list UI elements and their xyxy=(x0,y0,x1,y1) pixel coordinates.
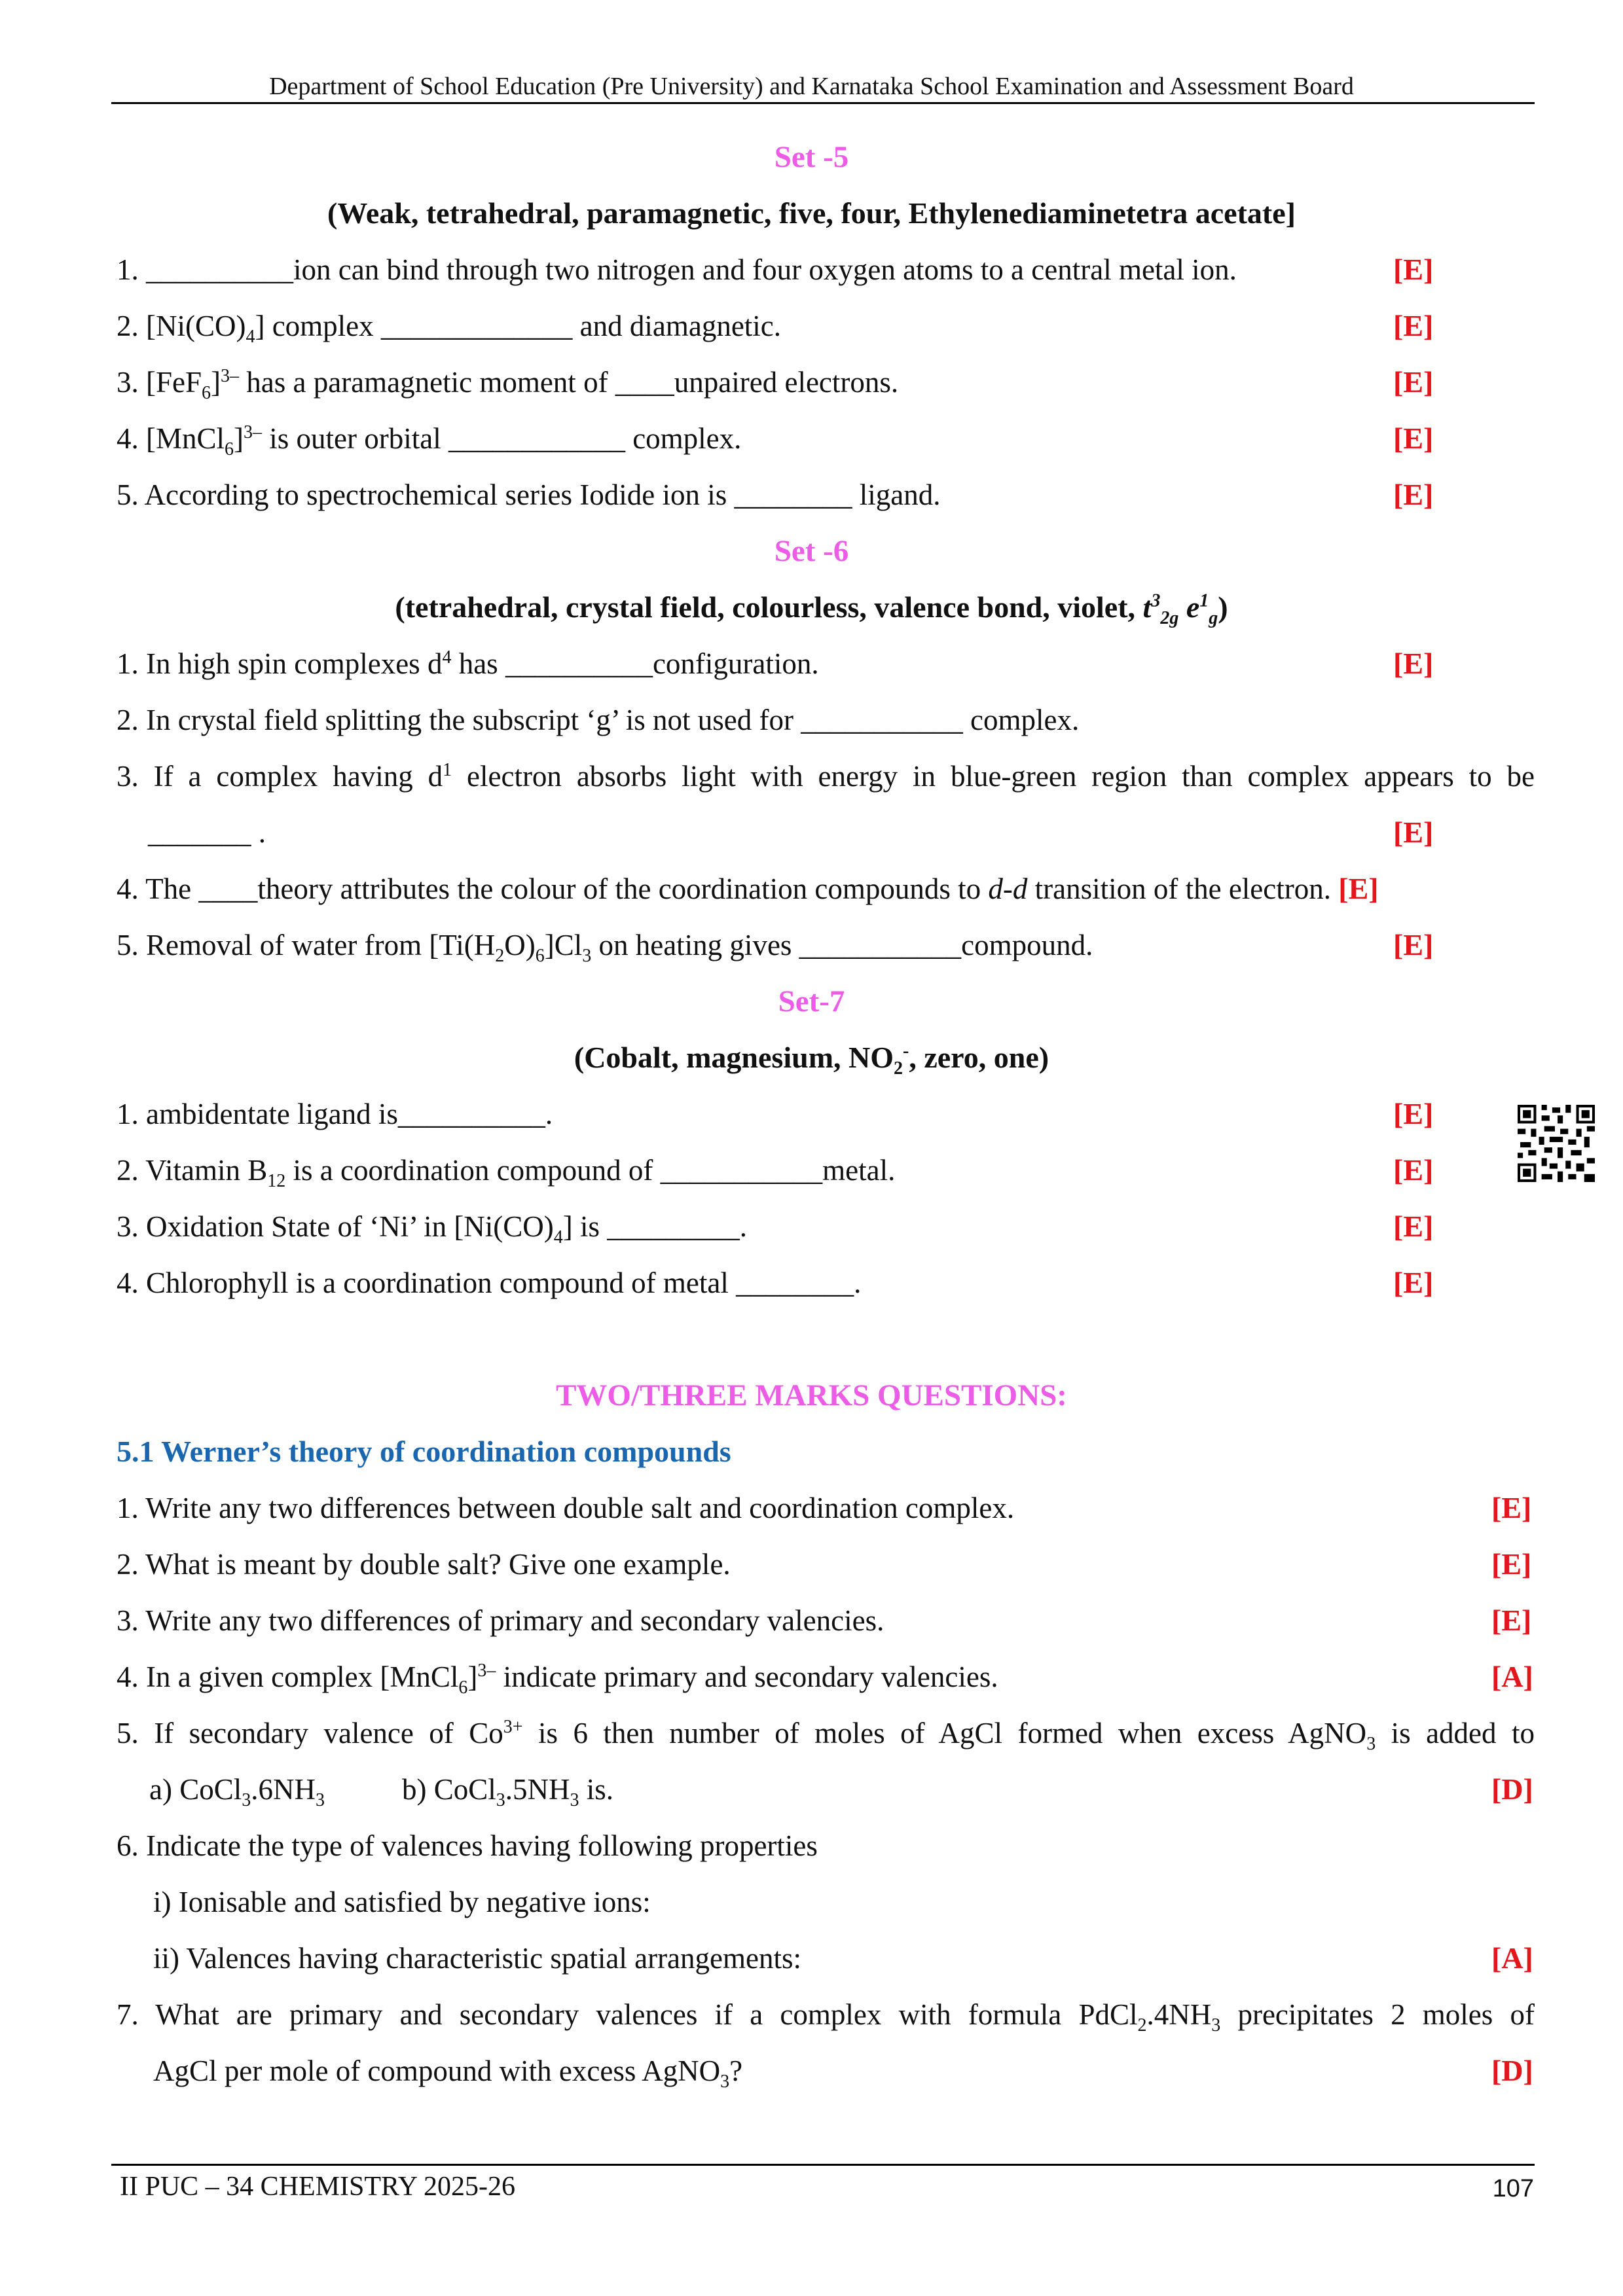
section-heading: TWO/THREE MARKS QUESTIONS: xyxy=(556,1378,1067,1412)
set6-q3-tag: [E] xyxy=(1393,816,1434,849)
tm-q1-tag: [E] xyxy=(1491,1491,1532,1524)
footer-title: II PUC – 34 CHEMISTRY 2025-26 xyxy=(120,2172,515,2202)
set6-q1-tag: [E] xyxy=(1393,647,1434,680)
tm-q5-tag: [D] xyxy=(1491,1772,1533,1806)
set5-title: Set -5 xyxy=(774,140,849,174)
set5-word-bank: (Weak, tetrahedral, paramagnetic, five, four, Ethylenediaminetetra acetate] xyxy=(327,196,1296,230)
tm-q6: 6. Indicate the type of valences having following properties xyxy=(117,1829,818,1862)
set6-q3: 3. If a complex having $d^1$ electron absorbs light with energy in blue-green region than complex appears to be xyxy=(117,760,1535,793)
tm-q1: 1. Write any two differences between double salt and coordination complex. xyxy=(117,1492,1015,1524)
set7-q1: 1. ambidentate ligand is__________. xyxy=(117,1098,553,1130)
tm-q6-ii: ii) Valences having characteristic spatial arrangements: xyxy=(153,1942,801,1975)
set7-title: Set-7 xyxy=(778,984,845,1018)
set7-q1-tag: [E] xyxy=(1393,1097,1434,1130)
set7-q4-tag: [E] xyxy=(1393,1266,1434,1299)
set6-q4: 4. The ____theory attributes the colour of the coordination compounds to d-d transition of the electron. [E] xyxy=(117,872,1379,905)
set6-q2: 2. In crystal field splitting the subscript ‘g’ is not used for ___________ complex. xyxy=(117,704,1080,736)
set5-q1: 1. __________ion can bind through two nitrogen and four oxygen atoms to a central metal ion. xyxy=(117,253,1237,286)
set5-q3: 3. $[FeF_6]^{3-}$ has a paramagnetic moment of ____unpaired electrons. xyxy=(117,366,899,403)
set6-q3-blank: _______ . xyxy=(148,816,266,849)
set5-q1-tag: [E] xyxy=(1393,253,1434,286)
set6-word-bank: (tetrahedral, crystal field, colourless, valence bond, violet, $t^3_{2g}$ $e^1_g$) xyxy=(395,590,1228,629)
tm-q7-tag: [D] xyxy=(1491,2054,1533,2087)
set6-q4-tag: [E] xyxy=(1338,872,1379,905)
set5-q5: 5. According to spectrochemical series Iodide ion is ________ ligand. xyxy=(117,478,941,511)
set5-q3-tag: [E] xyxy=(1393,365,1434,399)
set5-q2-tag: [E] xyxy=(1393,309,1434,342)
set5-q2: 2. $[Ni(CO)_4]$ complex _____________ and diamagnetic. xyxy=(117,310,782,347)
set5-q4-tag: [E] xyxy=(1393,422,1434,455)
set7-q4: 4. Chlorophyll is a coordination compound of metal ________. xyxy=(117,1266,862,1299)
set6-q1: 1. In high spin complexes $d^4$ has __________configuration. xyxy=(117,647,819,680)
tm-q6-i: i) Ionisable and satisfied by negative ions: xyxy=(153,1886,651,1918)
tm-q6-tag: [A] xyxy=(1491,1941,1533,1975)
tm-q4-tag: [A] xyxy=(1491,1660,1533,1693)
footer-rule xyxy=(111,2164,1535,2166)
set5-q5-tag: [E] xyxy=(1393,478,1434,511)
set7-q2-tag: [E] xyxy=(1393,1153,1434,1187)
tm-q5-option-b: b) $CoCl_3.5NH_3$ is. xyxy=(402,1773,614,1810)
set6-q5-tag: [E] xyxy=(1393,928,1434,961)
page-number: 107 xyxy=(1492,2175,1534,2202)
tm-q3-tag: [E] xyxy=(1491,1604,1532,1637)
set6-title: Set -6 xyxy=(774,534,849,568)
set6-q5: 5. Removal of water from $[Ti(H_2O)_6]Cl_3$ on heating gives ___________compound. xyxy=(117,929,1093,966)
tm-q7: 7. What are primary and secondary valences if a complex with formula $PdCl_2.4NH_3$ precipitates 2 moles of xyxy=(117,1998,1535,2036)
set7-q3-tag: [E] xyxy=(1393,1210,1434,1243)
tm-q2-tag: [E] xyxy=(1491,1547,1532,1581)
tm-q2: 2. What is meant by double salt? Give one example. xyxy=(117,1548,731,1581)
subsection-heading: 5.1 Werner’s theory of coordination compounds xyxy=(117,1435,731,1468)
set5-q4: 4. [MnCl$_6$]$^{3-}$ is outer orbital ____________ complex. xyxy=(117,422,742,459)
page-header: Department of School Education (Pre University) and Karnataka School Examination and Assessment Board xyxy=(269,73,1354,100)
set7-q3: 3. Oxidation State of ‘Ni’ in $[Ni(CO)_4]$ is _________. xyxy=(117,1210,748,1247)
qr-code-icon xyxy=(1518,1105,1595,1182)
header-rule xyxy=(111,102,1535,104)
set7-q2: 2. Vitamin $B_{12}$ is a coordination compound of ___________metal. xyxy=(117,1154,896,1191)
set7-word-bank: (Cobalt, magnesium, $NO_2^-$, zero, one) xyxy=(574,1041,1049,1079)
tm-q3: 3. Write any two differences of primary and secondary valencies. xyxy=(117,1604,884,1637)
tm-q5: 5. If secondary valence of $Co^{3+}$ is 6 then number of moles of AgCl formed when excess AgNO$_3$ is added to xyxy=(117,1717,1535,1754)
tm-q5-option-a: a) $CoCl_3.6NH_3$ xyxy=(149,1773,325,1810)
tm-q4: 4. In a given complex [MnCl$_6$]$^{3-}$ indicate primary and secondary valencies. xyxy=(117,1660,998,1698)
tm-q7-cont: AgCl per mole of compound with excess AgNO$_3$? xyxy=(153,2054,743,2092)
